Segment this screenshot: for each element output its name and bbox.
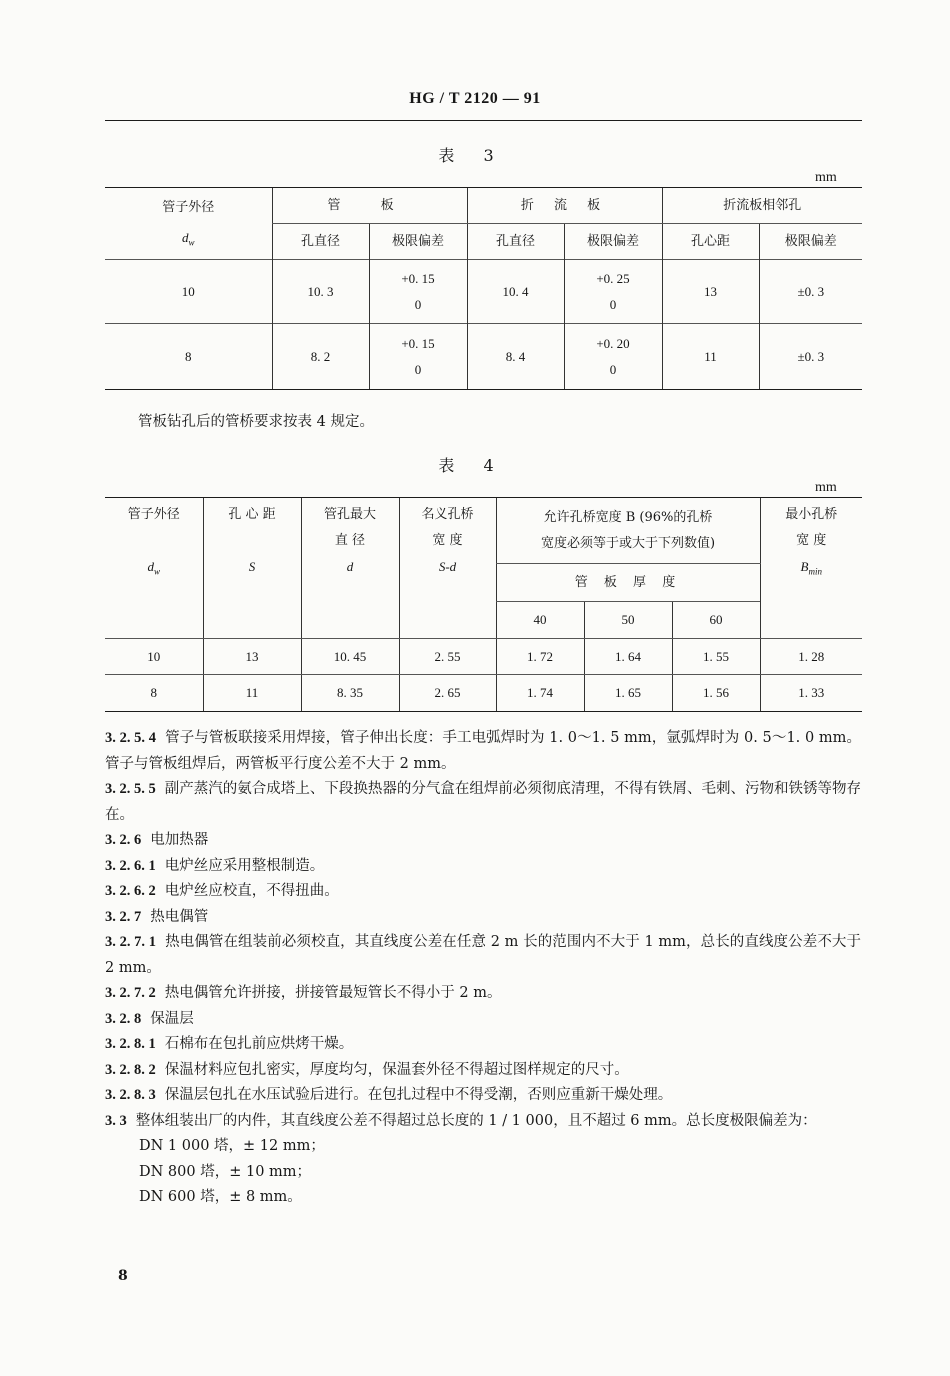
table4-cell-b60: 1. 55 <box>672 639 760 675</box>
table3-cell-hole2: 8. 4 <box>467 324 564 390</box>
table3-head-dev3: 极限偏差 <box>759 224 862 260</box>
clause-number: 3. 2. 6 <box>105 832 142 848</box>
table3-cell-pitch: 11 <box>662 324 759 390</box>
table4-cell-pitch: 11 <box>203 675 301 712</box>
table4-head-minbridge-symbol <box>761 554 863 585</box>
table4-cell-b50: 1. 65 <box>584 675 672 712</box>
table3-head-dw <box>105 188 272 260</box>
clause <box>105 930 861 981</box>
table3-head-dev2: 极限偏差 <box>564 224 662 260</box>
clause-text: 电加热器 <box>150 832 209 848</box>
table3-cell-pitch: 13 <box>662 260 759 324</box>
clause-text: 热电偶管允许拼接，拼接管最短管长不得小于 2 m。 <box>164 985 502 1001</box>
table-row <box>105 324 862 390</box>
table4 <box>105 497 862 712</box>
table4-title: 表 4 <box>438 456 506 475</box>
clause-text: 保温层包扎在水压试验后进行。在包扎过程中不得受潮，否则应重新干燥处理。 <box>164 1087 673 1103</box>
table3-cell-hole2: 10. 4 <box>467 260 564 324</box>
dw-subscript: w <box>188 237 195 248</box>
table4-cell-b40: 1. 74 <box>496 675 584 712</box>
table4-unit: mm <box>815 480 837 495</box>
table4-head-maxhole-symbol: d <box>346 559 354 574</box>
limit-item: DN 800 塔，± 10 mm； <box>139 1163 312 1180</box>
table3-unit: mm <box>815 170 837 185</box>
clause-number: 3. 2. 7. 2 <box>105 985 156 1001</box>
clause <box>105 879 861 905</box>
table3-cell-dev3: ±0. 3 <box>759 324 862 390</box>
table4-head-minbridge <box>760 498 862 639</box>
table4-cell-b50: 1. 64 <box>584 639 672 675</box>
clause-number: 3. 2. 6. 1 <box>105 857 156 874</box>
clause-text: 热电偶管 <box>150 908 209 925</box>
dev-lower: 0 <box>609 296 617 312</box>
table3-cell-dev2 <box>564 260 662 324</box>
clause-text: 电炉丝应采用整根制造。 <box>164 857 325 874</box>
table4-head-maxhole-l2: 直 径 <box>334 533 366 548</box>
clause-number: 3. 2. 7 <box>105 908 142 925</box>
table4-cell-dw: 10 <box>105 639 203 675</box>
clause <box>105 1007 861 1033</box>
clause-text: 整体组装出厂的内件，其直线度公差不得超过总长度的 1 / 1 000，且不超过 6 mm。总长度极限偏差为： <box>135 1112 817 1129</box>
table4-cell-maxhole: 8. 35 <box>301 675 399 712</box>
table3-head-dw-symbol <box>105 223 272 258</box>
table4-head-thickness: 管 板 厚 度 <box>496 564 760 602</box>
table4-head-minbridge-l1: 最小孔桥 <box>785 507 838 522</box>
table3-head-tubesheet: 管 板 <box>272 188 467 224</box>
clauses-body <box>105 726 861 1211</box>
table4-head-allowed <box>496 498 760 564</box>
table-row <box>105 639 862 675</box>
dev-lower: 0 <box>609 361 617 377</box>
clause <box>105 777 861 828</box>
table4-head-t40: 40 <box>496 602 584 639</box>
clause <box>105 1058 861 1084</box>
table4-head-pitch <box>203 498 301 639</box>
table3-head-hole2: 孔直径 <box>467 224 564 260</box>
dev-lower: 0 <box>414 361 422 377</box>
table4-head-pitch-label: 孔 心 距 <box>228 507 276 522</box>
clause <box>105 981 861 1007</box>
clause-text: 管子与管板联接采用焊接，管子伸出长度：手工电弧焊时为 1. 0～1. 5 mm，氩弧焊时为 0. 5～1. 0 mm。管子与管板组焊后，两管板平行度公差不大于 2 mm。 <box>105 730 862 772</box>
table4-head-nominal-l1: 名义孔桥 <box>421 507 474 522</box>
table3-cell-hole1: 10. 3 <box>272 260 369 324</box>
clause-number: 3. 3 <box>105 1112 127 1129</box>
table3-cell-dw: 10 <box>105 260 272 324</box>
page-number: 8 <box>118 1268 128 1284</box>
clause <box>105 905 861 931</box>
clause-number: 3. 2. 8. 3 <box>105 1087 156 1103</box>
table4-cell-b40: 1. 72 <box>496 639 584 675</box>
clause-text: 石棉布在包扎前应烘烤干燥。 <box>164 1036 354 1052</box>
dev-upper: +0. 15 <box>401 270 435 286</box>
table4-head-allowed-l2: 宽度必须等于或大于下列数值) <box>540 535 716 551</box>
table3-cell-hole1: 8. 2 <box>272 324 369 390</box>
clause <box>105 1109 861 1135</box>
clause <box>105 1083 861 1109</box>
table3-head-dev1: 极限偏差 <box>369 224 467 260</box>
clause-number: 3. 2. 8. 1 <box>105 1036 156 1052</box>
clause <box>105 854 861 880</box>
table4-head-dw-symbol <box>105 554 203 585</box>
dw-subscript: w <box>153 566 160 577</box>
dev-upper: +0. 20 <box>596 335 630 351</box>
clause-number: 3. 2. 5. 4 <box>105 730 157 746</box>
table3-head-dw-label: 管子外径 <box>162 200 215 216</box>
dev-lower: 0 <box>414 296 422 312</box>
spacer <box>204 528 301 554</box>
table3-title: 表 3 <box>438 146 506 165</box>
table4-cell-bmin: 1. 33 <box>760 675 862 712</box>
page-header: HG / T 2120 — 91 <box>409 90 541 107</box>
table4-head-dw-label: 管子外径 <box>127 507 180 522</box>
table4-head-t50: 50 <box>584 602 672 639</box>
table3-cell-dev1 <box>369 260 467 324</box>
limit-item: DN 600 塔，± 8 mm。 <box>139 1189 302 1205</box>
table4-head-nominal-symbol: S-d <box>438 559 457 574</box>
clause <box>105 828 861 854</box>
table3-head-pitch: 孔心距 <box>662 224 759 260</box>
table3-head-baffle: 折 流 板 <box>467 188 662 224</box>
table4-head-t60: 60 <box>672 602 760 639</box>
table4-head-maxhole-l1: 管孔最大 <box>323 507 376 522</box>
spacer <box>105 528 203 554</box>
table3-cell-dw: 8 <box>105 324 272 390</box>
table3-cell-dev2 <box>564 324 662 390</box>
table3-cell-dev3: ±0. 3 <box>759 260 862 324</box>
table3-head-adjacent: 折流板相邻孔 <box>662 188 862 224</box>
table4-head-nominal <box>399 498 496 639</box>
table4-head-maxhole <box>301 498 399 639</box>
clause-number: 3. 2. 7. 1 <box>105 934 157 950</box>
clause-text: 电炉丝应校直，不得扭曲。 <box>164 883 339 899</box>
table4-head-minbridge-l2: 宽 度 <box>796 533 827 548</box>
bmin-subscript: min <box>808 566 822 577</box>
table3 <box>105 187 862 390</box>
clause-number: 3. 2. 6. 2 <box>105 883 156 899</box>
table4-cell-nominal: 2. 65 <box>399 675 496 712</box>
dev-upper: +0. 25 <box>596 270 630 286</box>
clause <box>105 726 861 777</box>
table4-reference-note: 管板钻孔后的管桥要求按表 4 规定。 <box>138 414 374 430</box>
table4-head-pitch-symbol: S <box>248 559 256 574</box>
clause-text: 副产蒸汽的氨合成塔上、下段换热器的分气盒在组焊前必须彻底清理，不得有铁屑、毛刺、污物和铁锈等物存在。 <box>105 781 861 823</box>
table4-cell-maxhole: 10. 45 <box>301 639 399 675</box>
clause-number: 3. 2. 8. 2 <box>105 1061 156 1078</box>
dw-symbol: d <box>147 559 154 574</box>
table4-cell-nominal: 2. 55 <box>399 639 496 675</box>
clause-number: 3. 2. 5. 5 <box>105 781 156 797</box>
table3-cell-dev1 <box>369 324 467 390</box>
clause-number: 3. 2. 8 <box>105 1010 142 1027</box>
clause-text: 保温材料应包扎密实，厚度均匀，保温套外径不得超过图样规定的尺寸。 <box>164 1061 629 1078</box>
table-row <box>105 260 862 324</box>
table4-head-dw <box>105 498 203 639</box>
table4-cell-b60: 1. 56 <box>672 675 760 712</box>
table-row <box>105 675 862 712</box>
dw-symbol: d <box>181 230 189 246</box>
bmin-symbol: B <box>800 559 809 574</box>
dev-upper: +0. 15 <box>401 335 435 351</box>
table4-cell-dw: 8 <box>105 675 203 712</box>
table4-cell-pitch: 13 <box>203 639 301 675</box>
header-rule <box>105 120 862 121</box>
clause-text: 热电偶管在组装前必须校直，其直线度公差在任意 2 m 长的范围内不大于 1 mm，总长的直线度公差不大于 2 mm。 <box>105 934 861 976</box>
table4-head-allowed-l1: 允许孔桥宽度 B (96%的孔桥 <box>543 509 713 525</box>
table3-head-hole1: 孔直径 <box>272 224 369 260</box>
table4-cell-bmin: 1. 28 <box>760 639 862 675</box>
clause <box>105 1032 861 1058</box>
table4-head-nominal-l2: 宽 度 <box>432 533 463 548</box>
limit-item: DN 1 000 塔，± 12 mm； <box>139 1138 325 1154</box>
clause-text: 保温层 <box>150 1010 194 1027</box>
